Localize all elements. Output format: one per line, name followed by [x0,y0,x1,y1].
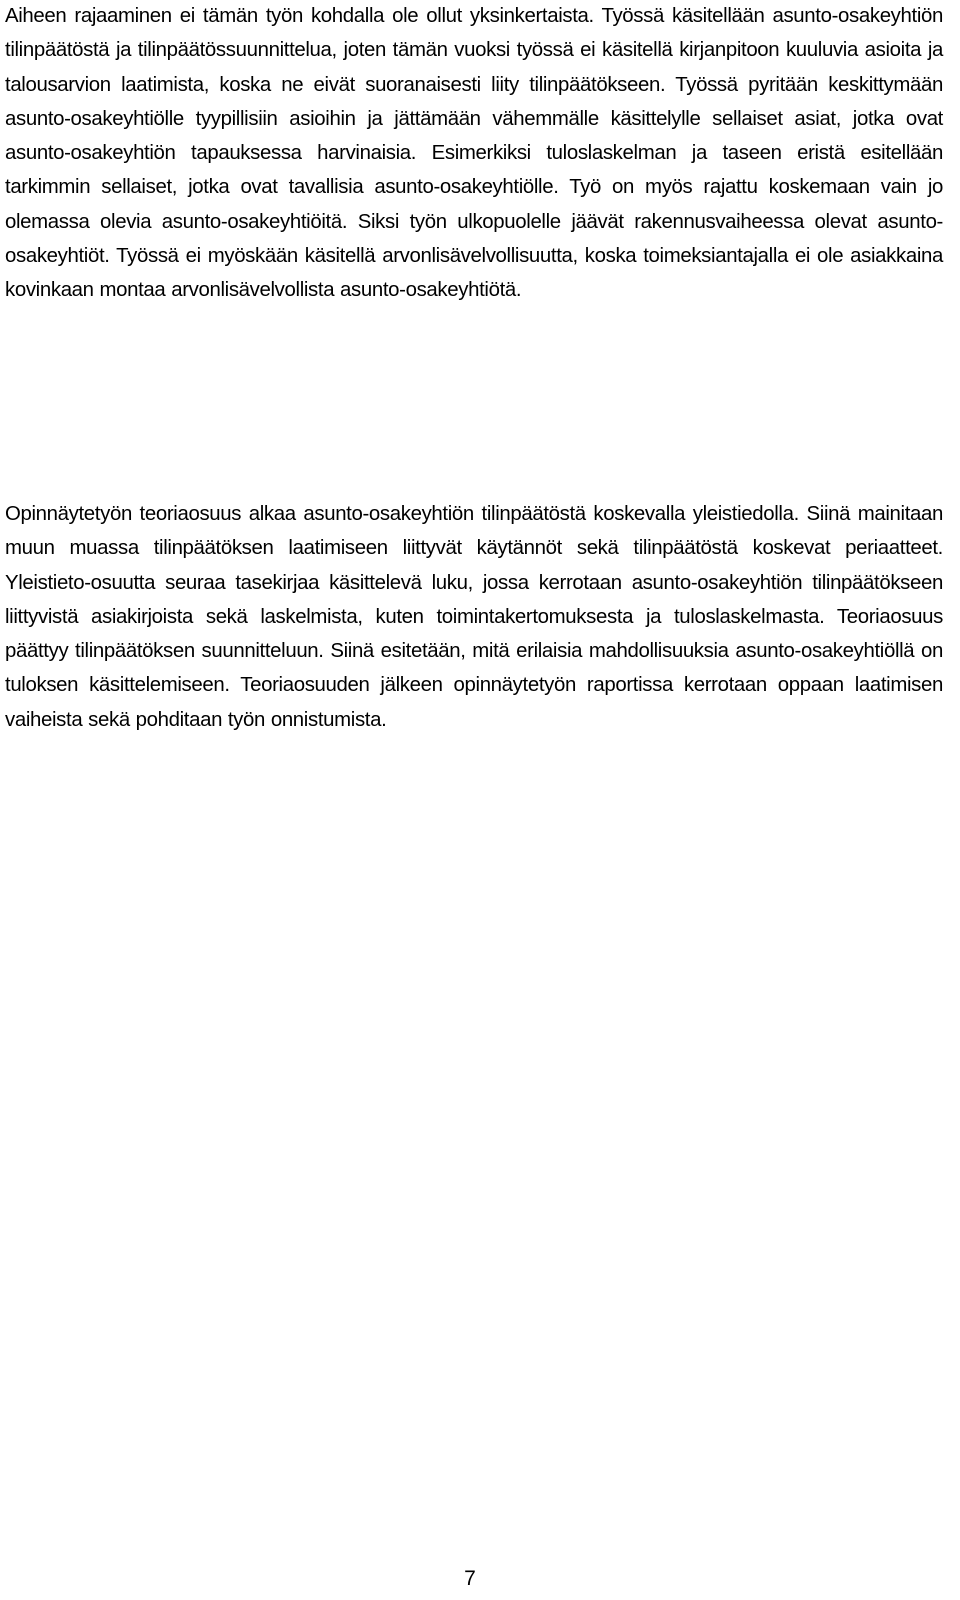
page-number: 7 [464,1567,476,1590]
paragraph-theory-overview: Opinnäytetyön teoriaosuus alkaa asunto-osakeyhtiön tilinpäätöstä koskevalla yleistiedolla. Siinä mainitaan muun muassa tilinpäätöksen laatimiseen liittyvät käytännöt sekä tilinpäätöstä koskevat periaatteet. Yleistieto-osuutta seuraa tasekirjaa käsittelevä luku, jossa kerrotaan asunto-osakeyhtiön tilinpäätökseen liittyvistä asiakirjoista sekä laskelmista, kuten toimintakertomuksesta ja tuloslaskelmasta. Teoriaosuus päättyy tilinpäätöksen suunnitteluun. Siinä esitetään, mitä erilaisia mahdollisuuksia asunto-osakeyhtiöllä on tuloksen käsittelemiseen. Teoriaosuuden jälkeen opinnäytetyön raportissa kerrotaan oppaan laatimisen vaiheista sekä pohditaan työn onnistumista. [5,503,943,731]
paragraph-scope-limitation: Aiheen rajaaminen ei tämän työn kohdalla ole ollut yksinkertaista. Työssä käsitellään asunto-osakeyhtiön tilinpäätöstä ja tilinpäätössuunnittelua, joten tämän vuoksi työssä ei käsitellä kirjanpitoon kuuluvia asioita ja talousarvion laatimista, koska ne eivät suoranaisesti liity tilinpäätökseen. Työssä pyritään keskittymään asunto-osakeyhtiölle tyypillisiin asioihin ja jättämään vähemmälle käsittelylle sellaiset asiat, jotka ovat asunto-osakeyhtiön tapauksessa harvinaisia. Esimerkiksi tuloslaskelman ja taseen eristä esitellään tarkimmin sellaiset, jotka ovat tavallisia asunto-osakeyhtiölle. Työ on myös rajattu koskemaan vain jo olemassa olevia asunto-osakeyhtiöitä. Siksi työn ulkopuolelle jäävät rakennusvaiheessa olevat asunto-osakeyhtiöt. Työssä ei myöskään käsitellä arvonlisävelvollisuutta, koska toimeksiantajalla ei ole asiakkaina kovinkaan montaa arvonlisävelvollista asunto-osakeyhtiötä. [5,5,943,302]
